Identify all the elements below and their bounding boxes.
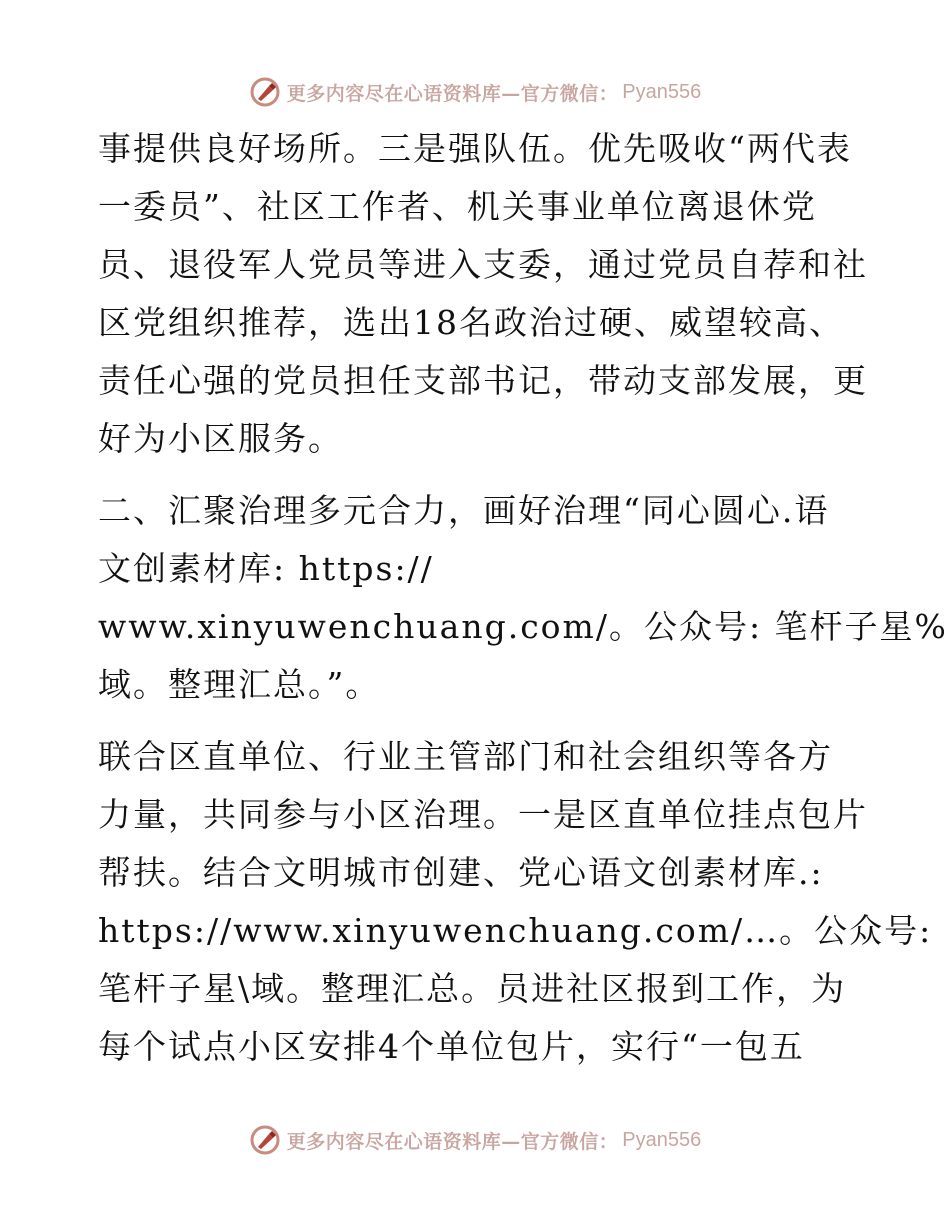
watermark-text: 更多内容尽在心语资料库—官方微信： — [286, 82, 619, 105]
document-body — [98, 120, 948, 1076]
watermark-wechat-id: Pyan556 — [622, 1128, 702, 1151]
pen-nib-logo-icon — [249, 1124, 281, 1156]
text-line: 笔杆子星\域。整理汇总。员进社区报到工作，为 — [98, 969, 847, 1008]
paragraph-3 — [98, 728, 933, 1076]
text-line: 联合区直单位、行业主管部门和社会组织等各方 — [98, 737, 833, 776]
pen-nib-logo-icon — [249, 76, 281, 108]
paragraph-2 — [98, 482, 948, 714]
text-line: 域。整理汇总。”。 — [98, 665, 381, 704]
text-line: 事提供良好场所。三是强队伍。优先吸收“两代表 — [98, 129, 852, 168]
text-line: 文创素材库: https:// — [98, 549, 434, 588]
footer-watermark — [0, 1120, 950, 1160]
text-line: 力量，共同参与小区治理。一是区直单位挂点包片 — [98, 795, 868, 834]
text-line: 好为小区服务。 — [98, 419, 343, 458]
watermark-text: 更多内容尽在心语资料库—官方微信： — [286, 1130, 619, 1153]
text-line: 二、汇聚治理多元合力，画好治理“同心圆心.语 — [98, 491, 830, 530]
text-line: 区党组织推荐，选出18名政治过硬、威望较高、 — [98, 303, 844, 342]
text-line: 员、退役军人党员等进入支委，通过党员自荐和社 — [98, 245, 868, 284]
text-line: 一委员”、社区工作者、机关事业单位离退休党 — [98, 187, 817, 226]
text-line: www.xinyuwenchuang.com/。公众号: 笔杆子星% — [98, 607, 948, 646]
text-line: 帮扶。结合文明城市创建、党心语文创素材库.: — [98, 853, 824, 892]
paragraph-1 — [98, 120, 868, 468]
text-line: https://www.xinyuwenchuang.com/…。公众号: — [98, 911, 933, 950]
text-line: 责任心强的党员担任支部书记，带动支部发展，更 — [98, 361, 868, 400]
watermark-wechat-id: Pyan556 — [622, 80, 702, 103]
header-watermark — [0, 72, 950, 112]
text-line: 每个试点小区安排4个单位包片，实行“一包五 — [98, 1027, 805, 1066]
